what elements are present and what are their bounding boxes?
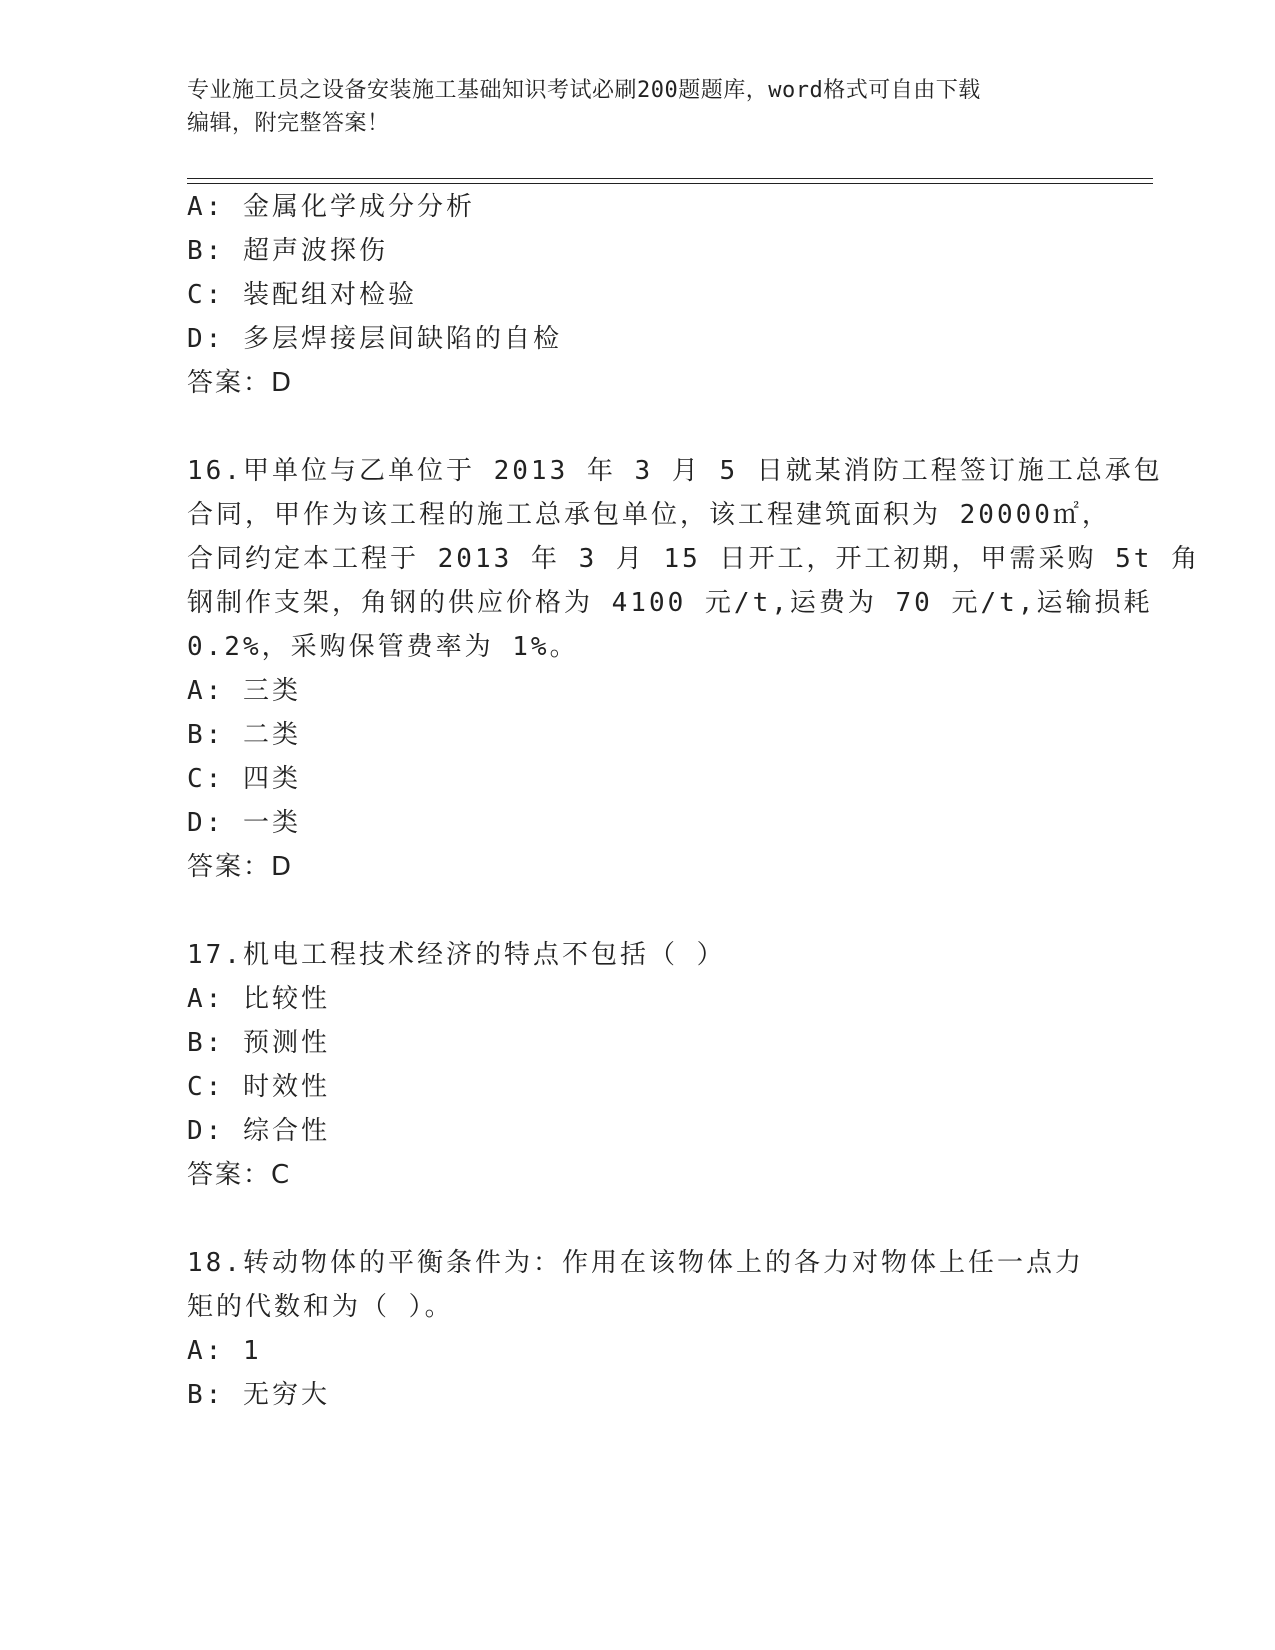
- q18-stem-line-1: 18.转动物体的平衡条件为：作用在该物体上的各力对物体上任一点力: [187, 1248, 1084, 1278]
- header-line-1: 专业施工员之设备安装施工基础知识考试必刷200题题库，word格式可自由下载: [187, 78, 981, 103]
- q16-option-b: B: 二类: [187, 720, 301, 750]
- q15-option-b: B: 超声波探伤: [187, 236, 388, 266]
- q16-stem-line-2: 合同，甲作为该工程的施工总承包单位，该工程建筑面积为 20000㎡，: [187, 500, 1111, 530]
- q17-option-d: D: 综合性: [187, 1116, 330, 1146]
- header-divider-top: [187, 178, 1153, 179]
- q15-option-c: C: 装配组对检验: [187, 280, 417, 310]
- q16-stem-line-4: 钢制作支架，角钢的供应价格为 4100 元/t,运费为 70 元/t,运输损耗: [187, 588, 1153, 618]
- q15-answer: 答案：D: [187, 368, 294, 398]
- q16-option-d: D: 一类: [187, 808, 301, 838]
- q15-option-d: D: 多层焊接层间缺陷的自检: [187, 324, 562, 354]
- header-line-2: 编辑，附完整答案！: [187, 111, 390, 136]
- q18-option-b: B: 无穷大: [187, 1380, 330, 1410]
- q16-option-a: A: 三类: [187, 676, 301, 706]
- q18-option-a: A: 1: [187, 1336, 262, 1366]
- q16-stem-line-5: 0.2%，采购保管费率为 1%。: [187, 632, 579, 662]
- q17-answer: 答案：C: [187, 1160, 292, 1190]
- q16-stem-line-3: 合同约定本工程于 2013 年 3 月 15 日开工，开工初期，甲需采购 5t 角: [187, 544, 1201, 574]
- q17-stem-line-1: 17.机电工程技术经济的特点不包括（ ）: [187, 940, 726, 970]
- q17-option-a: A: 比较性: [187, 984, 330, 1014]
- q16-answer: 答案：D: [187, 852, 294, 882]
- q16-option-c: C: 四类: [187, 764, 301, 794]
- q16-stem-line-1: 16.甲单位与乙单位于 2013 年 3 月 5 日就某消防工程签订施工总承包: [187, 456, 1163, 486]
- document-header: [187, 74, 1067, 140]
- q17-option-c: C: 时效性: [187, 1072, 330, 1102]
- q17-option-b: B: 预测性: [187, 1028, 330, 1058]
- header-divider-bottom: [187, 183, 1153, 184]
- q15-option-a: A: 金属化学成分分析: [187, 192, 475, 222]
- q18-stem-line-2: 矩的代数和为（ ）。: [187, 1292, 454, 1322]
